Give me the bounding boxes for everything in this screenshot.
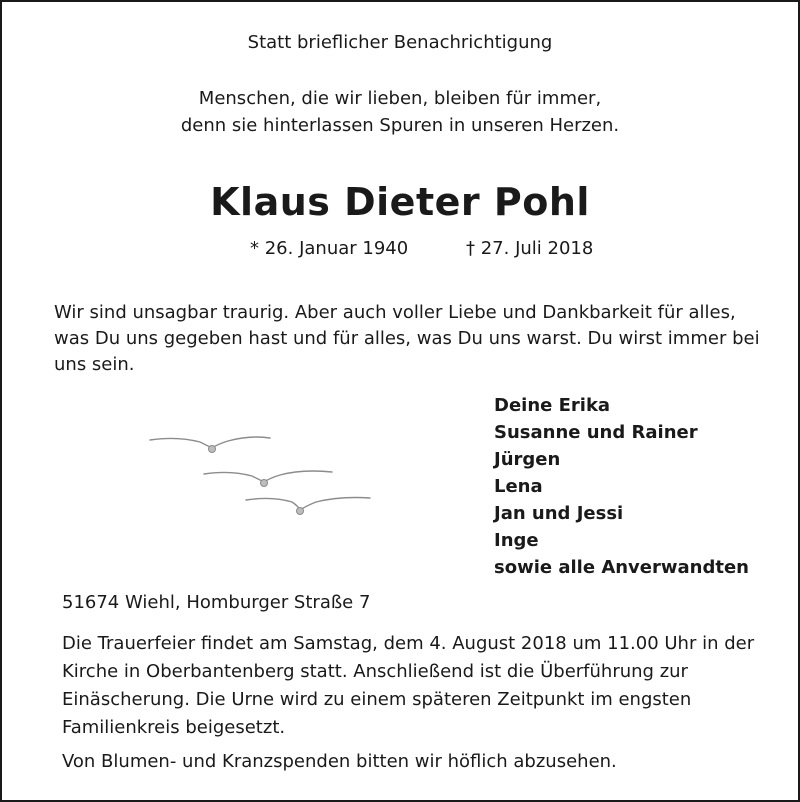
death-date: † 27. Juli 2018 xyxy=(466,238,594,259)
intro-line: Statt brieflicher Benachrichtigung xyxy=(247,32,553,53)
family-member: Lena xyxy=(494,476,543,497)
birth-date: * 26. Januar 1940 xyxy=(250,238,409,259)
ceremony-details: Die Trauerfeier findet am Samstag, dem 4. August 2018 um 11.00 Uhr in der Kirche in Oberbantenberg statt. Anschließend ist die Überführung zur Einäscherung. Die Urne wird zu einem späteren Zeitpunkt im engsten Familienkreis beigesetzt. xyxy=(62,633,755,738)
family-member: Susanne und Rainer xyxy=(494,422,698,443)
memorial-quote xyxy=(2,85,798,139)
flowers-note: Von Blumen- und Kranzspenden bitten wir höflich abzusehen. xyxy=(62,751,617,772)
bird-1-body xyxy=(209,446,216,453)
condolence-message: Wir sind unsagbar traurig. Aber auch voller Liebe und Dankbarkeit für alles, was Du uns gegeben hast und für alles, was Du uns warst. Du wirst immer bei uns sein. xyxy=(54,302,760,375)
family-member: Jürgen xyxy=(494,449,561,470)
bird-2 xyxy=(204,471,332,482)
bird-3 xyxy=(246,498,370,511)
quote-line-1: Menschen, die wir lieben, bleiben für immer, xyxy=(198,88,602,109)
family-member: sowie alle Anverwandten xyxy=(494,557,749,578)
quote-line-2: denn sie hinterlassen Spuren in unseren Herzen. xyxy=(180,115,620,136)
family-member: Inge xyxy=(494,530,539,551)
deceased-name: Klaus Dieter Pohl xyxy=(210,180,590,224)
family-member: Deine Erika xyxy=(494,395,611,416)
family-member: Jan und Jessi xyxy=(494,503,624,524)
bird-2-body xyxy=(261,480,268,487)
flying-birds-illustration xyxy=(142,422,382,532)
family-signatures xyxy=(494,392,749,581)
address: 51674 Wiehl, Homburger Straße 7 xyxy=(62,592,371,613)
bird-3-body xyxy=(297,508,304,515)
